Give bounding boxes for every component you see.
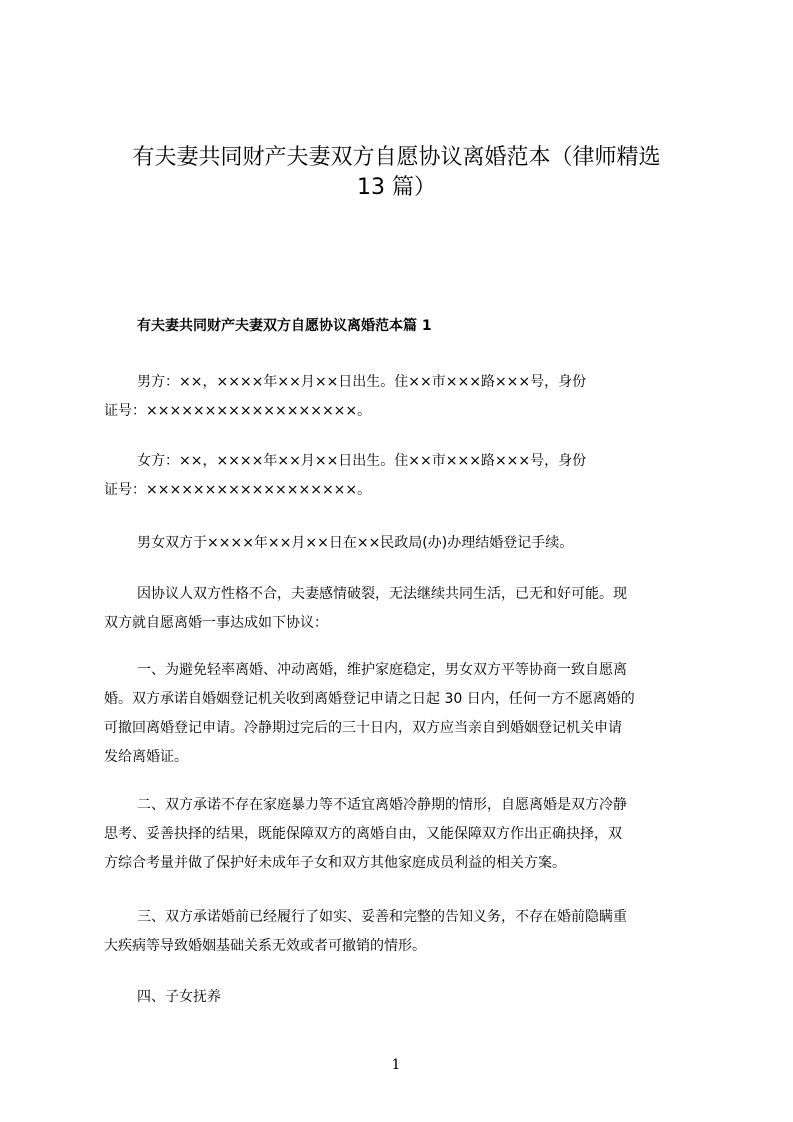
paragraph-line: 发给离婚证。 — [104, 749, 188, 765]
paragraph-line: 双方就自愿离婚一事达成如下协议： — [104, 615, 328, 631]
page-number: 1 — [391, 1057, 401, 1073]
paragraph-husband-info — [104, 368, 701, 426]
paragraph-line: 大疾病等导致婚姻基础关系无效或者可撤销的情形。 — [104, 938, 426, 954]
paragraph-line: 方综合考量并做了保护好未成年子女和双方其他家庭成员利益的相关方案。 — [104, 855, 566, 871]
paragraph-line: 男女双方于××××年××月××日在××民政局(办)办理结婚登记手续。 — [137, 535, 574, 551]
paragraph-line: 男方：××，××××年××月××日出生。住××市×××路×××号，身份 — [137, 374, 587, 390]
paragraph-line: 因协议人双方性格不合，夫妻感情破裂，无法继续共同生活，已无和好可能。现 — [137, 586, 627, 602]
paragraph-wife-info — [104, 447, 701, 505]
paragraph-marriage-registration — [104, 529, 701, 558]
paragraph-clause-one — [104, 656, 701, 772]
document-title — [80, 143, 713, 203]
paragraph-line: 婚。双方承诺自婚姻登记机关收到离婚登记申请之日起 30 日内，任何一方不愿离婚的 — [104, 691, 635, 707]
paragraph-clause-four — [104, 983, 701, 1012]
paragraph-divorce-reason — [104, 580, 701, 638]
paragraph-line: 可撤回离婚登记申请。冷静期过完后的三十日内，双方应当亲自到婚姻登记机关申请 — [104, 720, 622, 736]
document-title-line-2: 13 篇） — [357, 175, 436, 200]
paragraph-line: 证号：××××××××××××××××××。 — [104, 403, 372, 419]
paragraph-line: 证号：××××××××××××××××××。 — [104, 482, 372, 498]
paragraph-line: 三、双方承诺婚前已经履行了如实、妥善和完整的告知义务，不存在婚前隐瞒重 — [137, 909, 627, 925]
paragraph-line: 一、为避免轻率离婚、冲动离婚，维护家庭稳定，男女双方平等协商一致自愿离 — [137, 662, 627, 678]
paragraph-line: 四、子女抚养 — [137, 989, 221, 1005]
section-heading: 有夫妻共同财产夫妻双方自愿协议离婚范本篇 1 — [137, 318, 432, 334]
paragraph-clause-two — [104, 791, 701, 878]
paragraph-line: 二、双方承诺不存在家庭暴力等不适宜离婚冷静期的情形，自愿离婚是双方冷静 — [137, 797, 627, 813]
paragraph-line: 思考、妥善抉择的结果，既能保障双方的离婚自由，又能保障双方作出正确抉择，双 — [104, 826, 622, 842]
paragraph-clause-three — [104, 903, 701, 961]
paragraph-line: 女方：××，××××年××月××日出生。住××市×××路×××号，身份 — [137, 453, 587, 469]
document-title-line-1: 有夫妻共同财产夫妻双方自愿协议离婚范本（律师精选 — [132, 145, 661, 170]
